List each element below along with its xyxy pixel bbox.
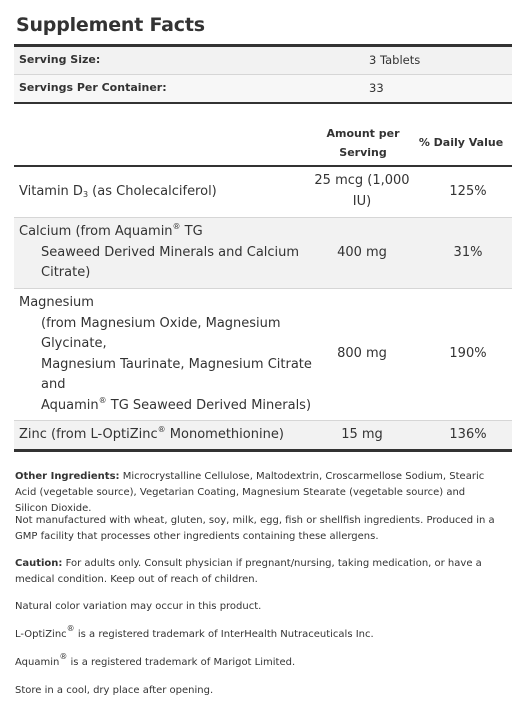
- amount-header-line: Serving: [339, 146, 387, 159]
- trademark-text: L-OptiZinc: [15, 629, 67, 640]
- nutrient-daily-value: 31%: [453, 244, 483, 260]
- nutrient-name-text: and: [41, 377, 66, 392]
- other-ingredients: [15, 469, 500, 517]
- nutrient-name-text: Monomethionine): [165, 426, 284, 442]
- nutrient-name-text: Vitamin D: [19, 183, 83, 199]
- nutrient-name-text: Aquamin: [41, 397, 99, 413]
- nutrient-name-text: Seaweed Derived Minerals and Calcium: [41, 244, 300, 260]
- caution-label: Caution:: [15, 558, 63, 569]
- nutrient-row-magnesium: [14, 289, 512, 420]
- nutrient-name: [19, 222, 319, 284]
- registered-mark: ®: [172, 222, 181, 231]
- nutrient-name-text: (as Cholecalciferol): [88, 183, 217, 199]
- panel-title: Supplement Facts: [16, 14, 205, 36]
- nutrient-name-text: (from Magnesium Oxide, Magnesium: [41, 315, 281, 331]
- nutrient-daily-value: 125%: [449, 183, 487, 199]
- servings-per-container-value: 33: [369, 81, 384, 96]
- trademark-text: is a registered trademark of InterHealth Nutraceuticals Inc.: [74, 629, 374, 640]
- trademark-text: is a registered trademark of Marigot Limited.: [67, 657, 296, 668]
- registered-mark: ®: [59, 652, 68, 661]
- nutrient-row-calcium: [14, 218, 512, 288]
- servings-per-container-label: Servings Per Container:: [19, 81, 167, 95]
- caution-statement: [15, 556, 500, 588]
- trademark-note-optizinc: [15, 624, 500, 643]
- registered-mark: ®: [157, 424, 166, 434]
- serving-divider: [14, 102, 512, 104]
- serving-size-row: [14, 47, 512, 74]
- nutrient-name: [19, 293, 319, 416]
- registered-mark: ®: [98, 395, 107, 405]
- serving-size-label: Serving Size:: [19, 53, 101, 67]
- color-variation-note: Natural color variation may occur in this product.: [15, 601, 262, 612]
- amount-per-serving-header: [300, 124, 426, 162]
- daily-value-header: % Daily Value: [418, 136, 504, 149]
- nutrient-name-text: TG: [180, 224, 203, 239]
- subscript-3: 3: [82, 189, 89, 199]
- nutrient-amount: [304, 171, 420, 212]
- nutrient-name-text: Citrate): [41, 265, 91, 280]
- nutrient-name-text: TG Seaweed Derived Minerals): [106, 397, 312, 413]
- table-bottom-rule: [14, 449, 512, 452]
- nutrient-name-text: Zinc (from L-OptiZinc: [19, 426, 158, 442]
- servings-per-container-row: [14, 75, 512, 102]
- nutrient-amount: 800 mg: [337, 346, 387, 362]
- amount-header-line: Amount per: [326, 127, 400, 140]
- registered-mark: ®: [66, 624, 75, 633]
- nutrient-row-zinc: [14, 421, 512, 449]
- other-ingredients-text: Microcrystalline Cellulose, Maltodextrin, Croscarmellose Sodium, Stearic Acid (vegetable source), Vegetarian Coating, Magnesium Stearate (vegetable source) and Silicon Dioxide.: [15, 471, 485, 514]
- nutrient-name-text: Glycinate,: [41, 336, 107, 351]
- allergen-statement: Not manufactured with wheat, gluten, soy, milk, egg, fish or shellfish ingredients. Produced in a GMP facility that processes other ingredients containing these allergens.: [15, 515, 495, 542]
- nutrient-daily-value: 190%: [449, 346, 487, 362]
- nutrient-name-text: Magnesium: [19, 295, 94, 310]
- nutrient-name-text: Magnesium Taurinate, Magnesium Citrate: [41, 356, 312, 372]
- trademark-note-aquamin: [15, 652, 500, 671]
- serving-size-value: 3 Tablets: [369, 53, 421, 68]
- nutrient-daily-value: 136%: [449, 426, 487, 442]
- nutrient-name: [19, 167, 217, 217]
- nutrient-amount: 15 mg: [341, 426, 383, 442]
- amount-line: IU): [352, 193, 372, 209]
- trademark-text: Aquamin: [15, 657, 60, 668]
- nutrient-row-vitamin-d: [14, 167, 512, 217]
- amount-line: 25 mcg (1,000: [314, 173, 410, 188]
- nutrient-amount: 400 mg: [337, 244, 387, 260]
- storage-note: Store in a cool, dry place after opening.: [15, 685, 214, 696]
- nutrient-name: [19, 421, 284, 449]
- caution-text: For adults only. Consult physician if pregnant/nursing, taking medication, or have a medical condition. Keep out of reach of children.: [15, 558, 482, 585]
- other-ingredients-label: Other Ingredients:: [15, 471, 120, 482]
- nutrient-name-text: Calcium (from Aquamin: [19, 224, 173, 239]
